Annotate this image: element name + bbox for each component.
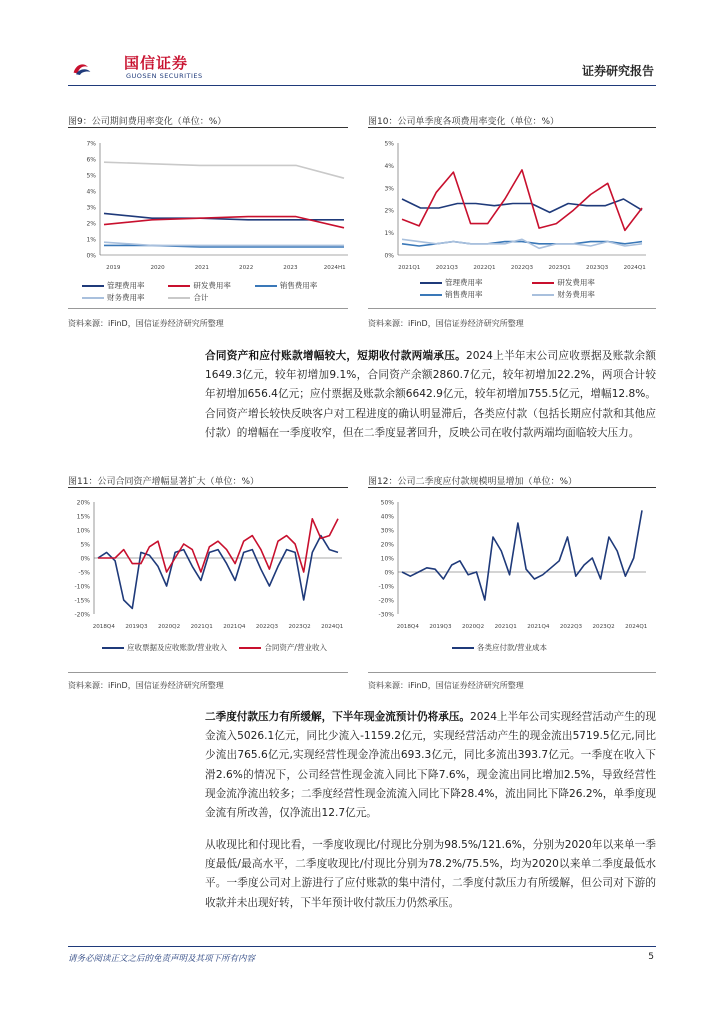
legend-item: 财务费用率 — [82, 292, 166, 304]
y-tick-label: -15% — [74, 597, 90, 605]
y-tick-label: -10% — [74, 583, 90, 591]
paragraph-body: 2024上半年公司实现经营活动产生的现金流入5026.1亿元，同比少流入-1159.2亿元，实现经营活动产生的现金流出5719.5亿元,同比少流出765.6亿元,实现经营性现金净流出693.3亿元，同比多流出393.7亿元。一季度在收入下滑2.6%的情况下，公司经营性现金流入同比下降7.6%，现金流出同比增加2.5%，导致经营性现金流净流出较多；二季度经营性现金流流入同比下降28.4%，流出同比下降26.2%，单季度现金流有所改善，仅净流出12.7亿元。 — [205, 711, 657, 820]
series-line-1 — [402, 510, 642, 600]
legend-item: 合同资产/营业收入 — [239, 643, 327, 652]
fig12-source-rule — [368, 672, 656, 673]
fig9-rule — [68, 127, 348, 128]
x-tick-label: 2020Q2 — [157, 624, 181, 630]
legend-item: 销售费用率 — [255, 280, 339, 292]
y-tick-label: -5% — [78, 569, 90, 577]
y-tick-label: 10% — [76, 527, 90, 535]
y-tick-label: 3% — [384, 185, 394, 193]
legend-item: 财务费用率 — [532, 289, 642, 301]
y-tick-label: 2% — [384, 207, 394, 215]
paragraph-receivables — [205, 347, 656, 443]
legend-item: 管理费用率 — [420, 277, 530, 289]
x-tick-label: 2022Q3 — [559, 624, 583, 630]
x-tick-label: 2021 — [194, 265, 209, 271]
x-tick-label: 2018Q4 — [92, 624, 115, 630]
x-tick-label: 2018Q4 — [396, 624, 419, 630]
logo-title: 国信证券 — [124, 54, 189, 72]
x-tick-label: 2022 — [239, 265, 254, 271]
fig12-legend — [452, 642, 547, 653]
y-tick-label: 20% — [380, 541, 394, 549]
y-tick-label: 40% — [380, 513, 394, 521]
fig11-chart — [62, 494, 352, 634]
fig11-rule — [68, 487, 348, 488]
fig12-source: 资料来源：iFinD，国信证券经济研究所整理 — [368, 681, 524, 690]
y-tick-label: 50% — [380, 499, 394, 507]
paragraph-body: 从收现比和付现比看，一季度收现比/付现比分别为98.5%/121.6%，分别为2020年以来单一季度最低/最高水平，二季度收现比/付现比分别为78.2%/75.5%，均为2020以来单二季度最低水平。一季度公司对上游进行了应付账款的集中清付，二季度付款压力有所缓解，但公司对下游的收款并未出现好转，下半年预计收付款压力仍然承压。 — [205, 839, 656, 909]
y-tick-label: 2% — [86, 220, 96, 228]
fig9-legend — [82, 280, 352, 304]
y-tick-label: 20% — [76, 499, 90, 507]
x-tick-label: 2021Q3 — [435, 265, 458, 271]
series-line-5 — [104, 162, 344, 178]
series-line-2 — [402, 170, 642, 231]
fig10-source: 资料来源：iFinD，国信证券经济研究所整理 — [368, 319, 524, 328]
footer-disclaimer: 请务必阅读正文之后的免责声明及其项下所有内容 — [68, 954, 256, 964]
x-tick-label: 2021Q1 — [190, 624, 213, 630]
x-tick-label: 2024Q1 — [625, 624, 648, 630]
y-tick-label: -20% — [74, 611, 90, 619]
x-tick-label: 2024H1 — [323, 265, 346, 271]
series-line-1 — [402, 199, 642, 212]
y-tick-label: 1% — [384, 230, 394, 238]
fig10-chart — [366, 135, 656, 275]
x-tick-label: 2019Q3 — [429, 624, 452, 630]
x-tick-label: 2023 — [283, 265, 298, 271]
y-tick-label: 0% — [384, 569, 394, 577]
logo-subtitle: GUOSEN SECURITIES — [126, 72, 203, 80]
guosen-logo-mark — [72, 50, 124, 88]
fig11-title: 图11：公司合同资产增幅显著扩大（单位：%） — [68, 477, 260, 487]
y-tick-label: 3% — [86, 204, 96, 212]
y-tick-label: 0% — [86, 252, 96, 260]
paragraph-body: 2024上半年末公司应收票据及账款余额1649.3亿元，较年初增加9.1%，合同资产余额2860.7亿元，较年初增加22.2%，两项合计较年初增加656.4亿元；应付票据及账款余额6642.9亿元，较年初增加755.5亿元，增幅12.8%。合同资产增长较快反映客户对工程进度的确认明显滞后，各类应付款（包括长期应付款和其他应付款）的增幅在一季度收窄，但在二季度显著回升，反映公司在收付款两端均面临较大压力。 — [205, 350, 657, 439]
y-tick-label: 30% — [380, 527, 394, 535]
y-tick-label: 0% — [80, 555, 90, 563]
x-tick-label: 2021Q4 — [223, 624, 246, 630]
y-tick-label: -30% — [378, 611, 394, 619]
x-tick-label: 2022Q3 — [255, 624, 279, 630]
fig12-title: 图12：公司二季度应付款规模明显增加（单位：%） — [368, 477, 578, 487]
series-line-4 — [104, 242, 344, 245]
x-tick-label: 2023Q2 — [592, 624, 615, 630]
header-rule — [68, 85, 656, 86]
y-tick-label: 5% — [80, 541, 90, 549]
x-tick-label: 2023Q1 — [548, 265, 571, 271]
x-tick-label: 2020 — [150, 265, 165, 271]
legend-item: 销售费用率 — [420, 289, 530, 301]
page-number: 5 — [648, 952, 654, 962]
legend-item: 管理费用率 — [82, 280, 166, 292]
y-tick-label: -20% — [378, 597, 394, 605]
y-tick-label: 1% — [86, 236, 96, 244]
x-tick-label: 2019 — [106, 265, 121, 271]
fig9-chart — [68, 135, 358, 275]
paragraph-cash-ratio — [205, 836, 656, 913]
x-tick-label: 2024Q1 — [321, 624, 344, 630]
y-tick-label: 10% — [380, 555, 394, 563]
fig9-source-rule — [68, 308, 348, 309]
paragraph-lead: 二季度付款压力有所缓解，下半年现金流预计仍将承压。 — [205, 711, 471, 723]
series-line-4 — [402, 239, 642, 248]
fig10-legend — [420, 277, 650, 301]
y-tick-label: 4% — [384, 162, 394, 170]
fig12-chart — [366, 494, 656, 634]
y-tick-label: 0% — [384, 252, 394, 260]
x-tick-label: 2020Q2 — [461, 624, 485, 630]
legend-item: 各类应付款/营业成本 — [452, 643, 547, 652]
legend-item: 研发费用率 — [532, 277, 642, 289]
fig9-source: 资料来源：iFinD，国信证券经济研究所整理 — [68, 319, 224, 328]
fig11-source: 资料来源：iFinD，国信证券经济研究所整理 — [68, 681, 224, 690]
series-line-1 — [98, 536, 338, 609]
series-line-2 — [98, 519, 338, 572]
fig11-legend — [102, 642, 327, 653]
legend-item: 应收票据及应收账款/营业收入 — [102, 643, 227, 652]
y-tick-label: 15% — [76, 513, 90, 521]
legend-item: 研发费用率 — [168, 280, 252, 292]
x-tick-label: 2022Q1 — [473, 265, 496, 271]
y-tick-label: 5% — [384, 140, 394, 148]
fig10-rule — [368, 127, 656, 128]
legend-item: 合计 — [168, 292, 252, 304]
paragraph-lead: 合同资产和应付账款增幅较大，短期收付款两端承压。 — [205, 350, 466, 362]
y-tick-label: 6% — [86, 156, 96, 164]
x-tick-label: 2021Q1 — [494, 624, 517, 630]
x-tick-label: 2023Q2 — [288, 624, 311, 630]
x-tick-label: 2024Q1 — [623, 265, 646, 271]
report-type: 证券研究报告 — [581, 64, 654, 78]
y-tick-label: 7% — [86, 140, 96, 148]
fig10-title: 图10：公司单季度各项费用率变化（单位：%） — [368, 117, 560, 127]
y-tick-label: 5% — [86, 172, 96, 180]
footer-rule — [68, 946, 656, 947]
paragraph-cashflow — [205, 708, 656, 823]
fig10-source-rule — [368, 308, 656, 309]
x-tick-label: 2021Q4 — [527, 624, 550, 630]
y-tick-label: -10% — [378, 583, 394, 591]
fig11-source-rule — [68, 672, 348, 673]
fig9-title: 图9：公司期间费用率变化（单位：%） — [68, 117, 227, 127]
x-tick-label: 2019Q3 — [125, 624, 148, 630]
x-tick-label: 2023Q3 — [586, 265, 609, 271]
x-tick-label: 2021Q1 — [398, 265, 421, 271]
x-tick-label: 2022Q3 — [510, 265, 534, 271]
fig12-rule — [368, 487, 656, 488]
y-tick-label: 4% — [86, 188, 96, 196]
